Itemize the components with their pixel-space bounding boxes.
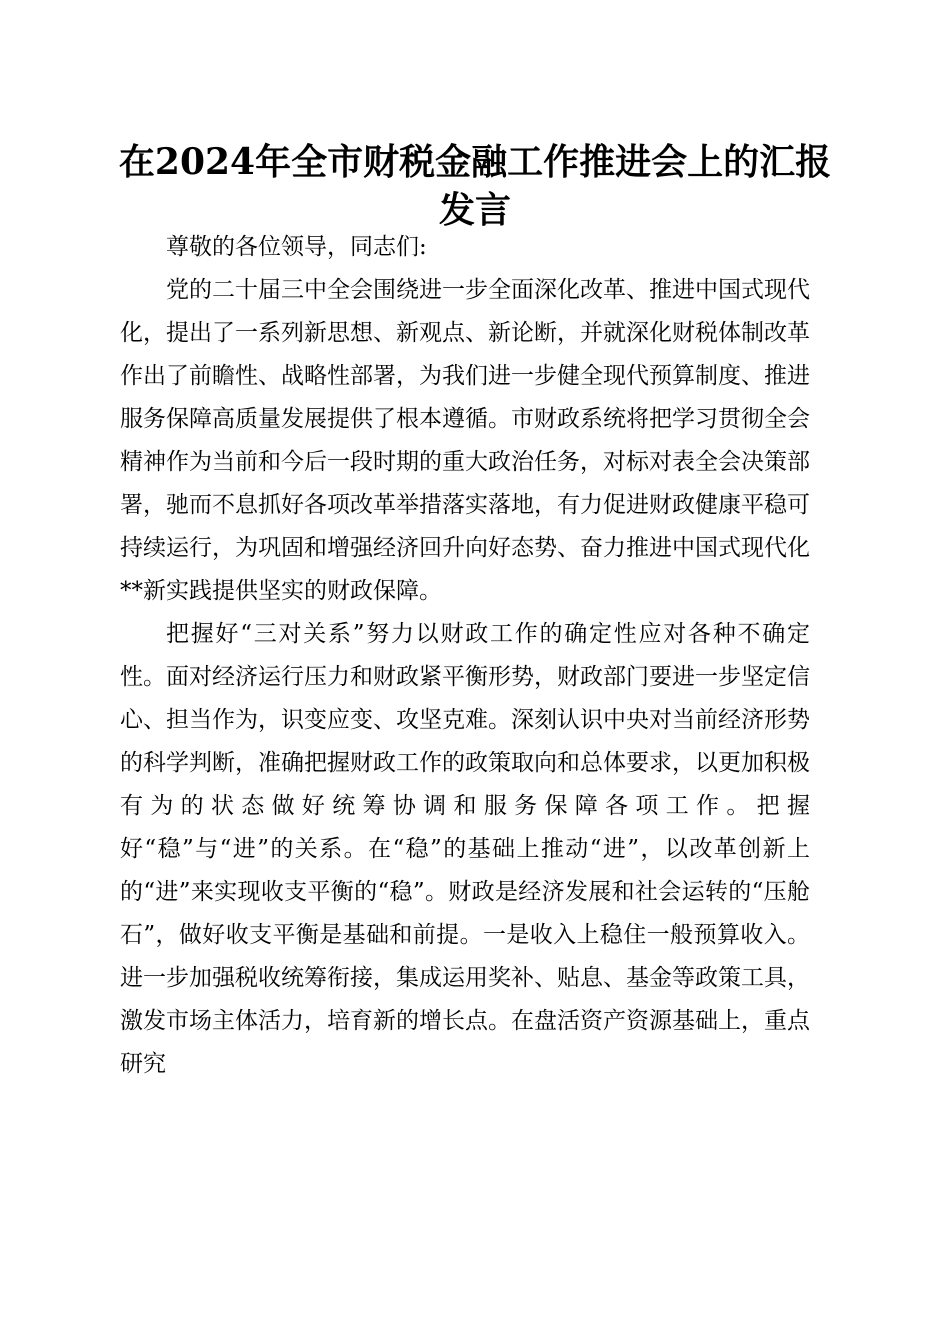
paragraph-2: 把握好“三对关系”努力以财政工作的确定性应对各种不确定性。面对经济运行压力和财政紧平衡形势，财政部门要进一步坚定信心、担当作为，识变应变、攻坚克难。深刻认识中央对当前经济形势的科学判断，准确把握财政工作的政策取向和总体要求，以更加积极有为的状态做好统筹协调和服务保障各项工作。把握好“稳”与“进”的关系。在“稳”的基础上推动“进”，以改革创新上的“进”来实现收支平衡的“稳”。财政是经济发展和社会运转的“压舱石”，做好收支平衡是基础和前提。一是收入上稳住一般预算收入。进一步加强税收统筹衔接，集成运用奖补、贴息、基金等政策工具，激发市场主体活力，培育新的增长点。在盘活资产资源基础上，重点研究	[120, 621, 810, 1077]
title-line-2: 发言	[438, 189, 511, 231]
paragraph-1: 党的二十届三中全会围绕进一步全面深化改革、推进中国式现代化，提出了一系列新思想、新观点、新论断，并就深化财税体制改革作出了前瞻性、战略性部署，为我们进一步健全现代预算制度、推进服务保障高质量发展提供了根本遵循。市财政系统将把学习贯彻全会精神作为当前和今后一段时期的重大政治任务，对标对表全会决策部署，驰而不息抓好各项改革举措落实落地，有力促进财政健康平稳可持续运行，为巩固和增强经济回升向好态势、奋力推进中国式现代化**新实践提供坚实的财政保障。	[120, 277, 810, 604]
title-line-1: 在2024年全市财税金融工作推进会上的汇报	[118, 141, 832, 183]
document-title	[100, 138, 850, 234]
salutation: 尊敬的各位领导，同志们:	[166, 234, 427, 260]
document-body	[120, 226, 810, 1086]
